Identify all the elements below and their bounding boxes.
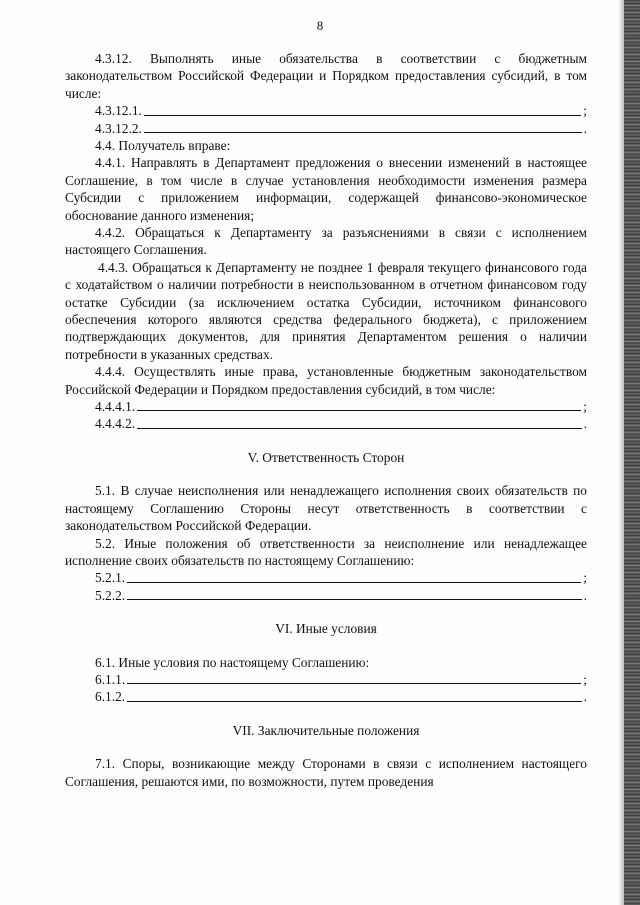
scan-edge-shadow — [618, 0, 624, 905]
fill-line-5-2-2: 5.2.2. . — [95, 587, 587, 603]
section-heading-7: VII. Заключительные положения — [232, 722, 420, 738]
document-body — [65, 50, 587, 790]
fill-line-4-3-12-2: 4.3.12.2. . — [95, 120, 587, 136]
clause-4-4: 4.4. Получатель вправе: — [95, 138, 231, 153]
clause-4-4-1: 4.4.1. Направлять в Департамент предложения о внесении изменений в настоящее Соглашение, в том числе в случае установления необходимости изменения размера Субсидии с приложением информации, содержащей финансово-экономическое обоснование данного изменения; — [65, 155, 587, 223]
clause-6-1: 6.1. Иные условия по настоящему Соглашению: — [95, 654, 370, 670]
clause-5-2: 5.2. Иные положения об ответственности за неисполнение или ненадлежащее исполнение своих обязательств по настоящему Соглашению: — [65, 535, 587, 568]
fill-line-6-1-1: 6.1.1. ; — [95, 671, 587, 687]
clause-5-1: 5.1. В случае неисполнения или ненадлежащего исполнения своих обязательств по настоящему Соглашению Стороны несут ответственность в соответствии с законодательством Российской Федерации. — [65, 483, 587, 534]
fill-line-6-1-2: 6.1.2. . — [95, 689, 587, 705]
fill-line-4-3-12-1: 4.3.12.1. ; — [95, 103, 587, 119]
clause-4-3-12: 4.3.12. Выполнять иные обязательства в соответствии с бюджетным законодательством Российской Федерации и Порядком предоставления субсидий, в том числе: — [65, 51, 587, 101]
fill-line-4-4-4-1: 4.4.4.1. ; — [95, 399, 587, 415]
fill-line-5-2-1: 5.2.1. ; — [95, 570, 587, 586]
clause-4-4-4: 4.4.4. Осуществлять иные права, установленные бюджетным законодательством Российской Федерации и Порядком предоставления субсидий, в том числе: — [65, 364, 587, 397]
fill-line-4-4-4-2: 4.4.4.2. . — [95, 416, 587, 432]
scan-edge — [624, 0, 640, 905]
clause-4-4-3: 4.4.3. Обращаться к Департаменту не позднее 1 февраля текущего финансового года с ходатайством о наличии потребности в неиспользованном в отчетном финансовом году остатке Субсидии (за исключением остатка Субсидии, источником финансового обеспечения которого являются средства федерального бюджета), с приложением подтверждающих документов, для принятия Департаментом решения о наличии потребности в указанных средствах. — [65, 259, 587, 362]
section-heading-6: VI. Иные условия — [275, 621, 377, 637]
section-heading-5: V. Ответственность Сторон — [247, 449, 405, 465]
clause-4-4-2: 4.4.2. Обращаться к Департаменту за разъяснениями в связи с исполнением настоящего Соглашения. — [65, 225, 587, 258]
page-number: 8 — [316, 18, 324, 33]
clause-7-1: 7.1. Споры, возникающие между Сторонами в связи с исполнением настоящего Соглашения, решаются ими, по возможности, путем проведения — [65, 756, 587, 789]
